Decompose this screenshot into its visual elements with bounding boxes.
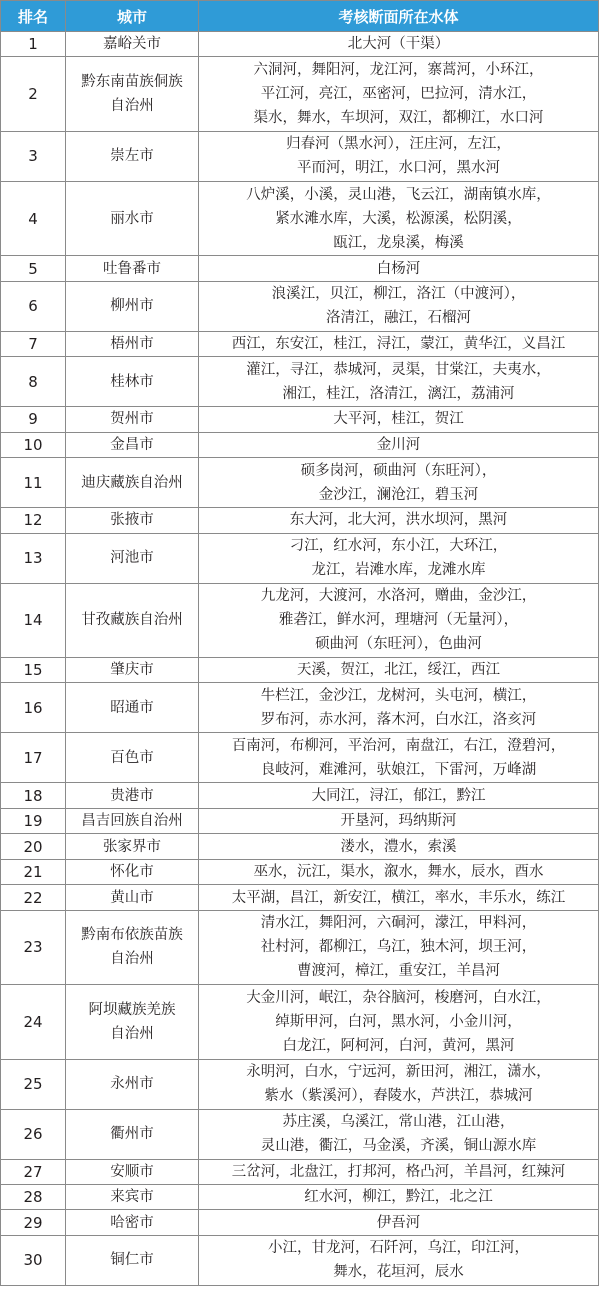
water-body-line: 三岔河，北盘江，打邦河，格凸河，羊昌河，红辣河 xyxy=(231,1163,566,1180)
water-body-cell xyxy=(199,1184,599,1209)
city-line: 河池市 xyxy=(110,550,154,567)
city-line: 黔东南苗族侗族 xyxy=(81,74,183,91)
water-body-line: 平而河，明江，水口河，黑水河 xyxy=(297,160,500,177)
rank-cell: 21 xyxy=(1,859,66,884)
water-body-line: 龙江，岩滩水库，龙滩水库 xyxy=(311,562,486,579)
table-row xyxy=(1,357,599,407)
table-row xyxy=(1,657,599,682)
table-row xyxy=(1,432,599,457)
table-row xyxy=(1,985,599,1059)
water-body-line: 大金川河，岷江，杂谷脑河，梭磨河，白水江， xyxy=(246,989,551,1006)
water-body-cell xyxy=(199,508,599,533)
water-body-line: 西江，东安江，桂江，浔江，蒙江，黄华江，义昌江 xyxy=(231,335,566,352)
water-body-line: 开垦河，玛纳斯河 xyxy=(340,813,457,830)
city-line: 衢州市 xyxy=(110,1126,154,1143)
rank-cell: 11 xyxy=(1,458,66,508)
table-header-row xyxy=(1,1,599,32)
water-body-cell xyxy=(199,808,599,833)
water-body-line: 社村河，都柳江，乌江，独木河，坝王河， xyxy=(260,939,537,956)
table-row xyxy=(1,583,599,657)
water-body-line: 良岐河，难滩河，驮娘江，下雷河，万峰湖 xyxy=(260,761,537,778)
city-cell xyxy=(66,432,199,457)
city-cell xyxy=(66,57,199,131)
city-cell xyxy=(66,910,199,984)
city-line: 百色市 xyxy=(110,749,154,766)
water-body-line: 雅砻江，鲜水河，理塘河（无量河）， xyxy=(278,612,519,629)
rank-cell: 18 xyxy=(1,783,66,808)
water-body-line: 灵山港，衢江，马金溪，齐溪，铜山源水库 xyxy=(260,1138,537,1155)
city-cell xyxy=(66,1159,199,1184)
water-body-line: 灌江，寻江，恭城河，灵渠，甘棠江，夫夷水， xyxy=(246,361,551,378)
city-line: 贵港市 xyxy=(110,787,154,804)
water-body-line: 白龙江，阿柯河，白河，黄河，黑河 xyxy=(282,1037,515,1054)
city-cell xyxy=(66,885,199,910)
city-cell xyxy=(66,533,199,583)
water-body-cell xyxy=(199,1059,599,1109)
city-line: 铜仁市 xyxy=(110,1252,154,1269)
table-row xyxy=(1,1235,599,1285)
water-body-line: 金沙江，澜沧江，碧玉河 xyxy=(318,486,479,503)
city-line: 永州市 xyxy=(110,1076,154,1093)
water-body-line: 六洞河，舞阳河，龙江河，寨蒿河，小环江， xyxy=(253,62,544,79)
city-line: 迪庆藏族自治州 xyxy=(81,474,183,491)
city-line: 昌吉回族自治州 xyxy=(81,813,183,830)
water-body-cell xyxy=(199,281,599,331)
rank-cell: 13 xyxy=(1,533,66,583)
city-line: 黄山市 xyxy=(110,889,154,906)
table-row xyxy=(1,1109,599,1159)
city-cell xyxy=(66,1210,199,1235)
table-row xyxy=(1,683,599,733)
water-body-line: 硕曲河（东旺河），色曲河 xyxy=(315,636,482,653)
water-body-cell xyxy=(199,1109,599,1159)
water-body-cell xyxy=(199,331,599,356)
water-body-line: 瓯江，龙泉溪，梅溪 xyxy=(333,234,464,251)
rank-cell: 10 xyxy=(1,432,66,457)
city-cell xyxy=(66,1059,199,1109)
water-body-line: 牛栏江，金沙江，龙树河，头屯河，横江， xyxy=(260,687,537,704)
rank-cell: 5 xyxy=(1,256,66,281)
city-line: 吐鲁番市 xyxy=(103,260,161,277)
rank-cell: 9 xyxy=(1,407,66,432)
rank-cell: 1 xyxy=(1,32,66,57)
water-body-line: 东大河，北大河，洪水坝河，黑河 xyxy=(289,512,508,529)
rank-cell: 27 xyxy=(1,1159,66,1184)
water-body-line: 紧水滩水库，大溪，松源溪，松阴溪， xyxy=(275,210,522,227)
city-line: 甘孜藏族自治州 xyxy=(81,612,183,629)
table-row xyxy=(1,910,599,984)
water-body-line: 溇水，澧水，索溪 xyxy=(340,838,457,855)
water-body-line: 小江，甘龙河，石阡河，乌江，印江河， xyxy=(268,1240,529,1257)
city-cell xyxy=(66,859,199,884)
rank-cell: 23 xyxy=(1,910,66,984)
city-cell xyxy=(66,131,199,181)
water-body-line: 湘江，桂江，洛清江，漓江，荔浦河 xyxy=(282,385,515,402)
water-body-line: 太平湖，昌江，新安江，横江，率水，丰乐水，练江 xyxy=(231,889,566,906)
city-line: 金昌市 xyxy=(110,436,154,453)
rank-cell: 24 xyxy=(1,985,66,1059)
table-row xyxy=(1,783,599,808)
water-body-cell xyxy=(199,583,599,657)
water-body-cell xyxy=(199,859,599,884)
city-cell xyxy=(66,657,199,682)
water-body-cell xyxy=(199,910,599,984)
rank-cell: 12 xyxy=(1,508,66,533)
city-cell xyxy=(66,683,199,733)
water-body-cell xyxy=(199,432,599,457)
rank-cell: 3 xyxy=(1,131,66,181)
water-body-line: 渠水，舞水，车坝河，双江，都柳江，水口河 xyxy=(253,110,544,127)
table-body xyxy=(1,32,599,1286)
city-line: 肇庆市 xyxy=(110,662,154,679)
city-cell xyxy=(66,1109,199,1159)
table-row xyxy=(1,1184,599,1209)
rank-cell: 2 xyxy=(1,57,66,131)
rank-cell: 25 xyxy=(1,1059,66,1109)
rank-cell: 30 xyxy=(1,1235,66,1285)
city-cell xyxy=(66,733,199,783)
water-body-cell xyxy=(199,885,599,910)
city-line: 丽水市 xyxy=(110,210,154,227)
city-cell xyxy=(66,407,199,432)
water-body-line: 舞水，花垣河，辰水 xyxy=(333,1264,464,1281)
city-line: 阿坝藏族羌族 xyxy=(88,1001,176,1018)
water-body-cell xyxy=(199,131,599,181)
rank-cell: 22 xyxy=(1,885,66,910)
table-row xyxy=(1,885,599,910)
rank-cell: 26 xyxy=(1,1109,66,1159)
water-body-cell xyxy=(199,657,599,682)
water-body-cell xyxy=(199,57,599,131)
water-body-cell xyxy=(199,1235,599,1285)
rank-cell: 20 xyxy=(1,834,66,859)
city-cell xyxy=(66,32,199,57)
water-body-line: 曹渡河，樟江，重安江，羊昌河 xyxy=(297,963,500,980)
table-row xyxy=(1,181,599,255)
city-line: 安顺市 xyxy=(110,1163,154,1180)
city-cell xyxy=(66,834,199,859)
city-line: 自治州 xyxy=(110,98,154,115)
header-water-body: 考核断面所在水体 xyxy=(199,1,599,32)
water-body-cell xyxy=(199,1159,599,1184)
rank-cell: 17 xyxy=(1,733,66,783)
water-body-line: 苏庄溪，乌溪江，常山港，江山港， xyxy=(282,1114,515,1131)
rank-cell: 7 xyxy=(1,331,66,356)
city-line: 自治州 xyxy=(110,1025,154,1042)
city-cell xyxy=(66,458,199,508)
header-rank: 排名 xyxy=(1,1,66,32)
table-row xyxy=(1,733,599,783)
water-body-line: 红水河，柳江，黔江，北之江 xyxy=(304,1189,493,1206)
table-row xyxy=(1,281,599,331)
water-body-cell xyxy=(199,32,599,57)
city-line: 桂林市 xyxy=(110,373,154,390)
water-body-cell xyxy=(199,256,599,281)
water-body-line: 金川河 xyxy=(376,436,421,453)
city-line: 昭通市 xyxy=(110,699,154,716)
water-body-cell xyxy=(199,458,599,508)
city-cell xyxy=(66,583,199,657)
water-body-line: 九龙河，大渡河，水洛河，赠曲，金沙江， xyxy=(260,588,537,605)
rank-cell: 15 xyxy=(1,657,66,682)
city-line: 自治州 xyxy=(110,951,154,968)
water-body-line: 大同江，浔江，郁江，黔江 xyxy=(311,787,486,804)
table-row xyxy=(1,1159,599,1184)
water-body-line: 硕多岗河，硕曲河（东旺河）， xyxy=(300,462,497,479)
water-body-cell xyxy=(199,985,599,1059)
rank-cell: 4 xyxy=(1,181,66,255)
city-line: 柳州市 xyxy=(110,298,154,315)
city-cell xyxy=(66,783,199,808)
table-row xyxy=(1,834,599,859)
table-row xyxy=(1,57,599,131)
water-body-cell xyxy=(199,533,599,583)
city-line: 张家界市 xyxy=(103,838,161,855)
water-body-cell xyxy=(199,683,599,733)
rank-cell: 6 xyxy=(1,281,66,331)
water-body-line: 八炉溪，小溪，灵山港，飞云江，湖南镇水库， xyxy=(246,186,551,203)
water-body-line: 百南河，布柳河，平治河，南盘江，右江，澄碧河， xyxy=(231,737,566,754)
city-line: 来宾市 xyxy=(110,1189,154,1206)
water-body-line: 绰斯甲河，白河，黑水河，小金川河， xyxy=(275,1013,522,1030)
table-row xyxy=(1,407,599,432)
rank-cell: 8 xyxy=(1,357,66,407)
header-city: 城市 xyxy=(66,1,199,32)
city-line: 怀化市 xyxy=(110,864,154,881)
rank-cell: 14 xyxy=(1,583,66,657)
water-body-line: 紫水（紫溪河），舂陵水，芦洪江，恭城河 xyxy=(264,1088,533,1105)
city-line: 哈密市 xyxy=(110,1214,154,1231)
city-cell xyxy=(66,256,199,281)
table-row xyxy=(1,331,599,356)
table-row xyxy=(1,859,599,884)
water-body-line: 永明河，白水，宁远河，新田河，湘江，潇水， xyxy=(246,1064,551,1081)
city-cell xyxy=(66,331,199,356)
table-row xyxy=(1,1210,599,1235)
water-body-cell xyxy=(199,1210,599,1235)
city-line: 黔南布依族苗族 xyxy=(81,927,183,944)
city-cell xyxy=(66,357,199,407)
water-body-cell xyxy=(199,834,599,859)
water-body-line: 白杨河 xyxy=(376,260,421,277)
table-row xyxy=(1,508,599,533)
table-row xyxy=(1,458,599,508)
table-row xyxy=(1,32,599,57)
water-body-cell xyxy=(199,407,599,432)
city-line: 张掖市 xyxy=(110,512,154,529)
table-row xyxy=(1,256,599,281)
water-body-line: 清水江，舞阳河，六硐河，濛江，甲料河， xyxy=(260,915,537,932)
water-body-cell xyxy=(199,181,599,255)
water-body-line: 伊吾河 xyxy=(376,1214,421,1231)
city-cell xyxy=(66,508,199,533)
city-cell xyxy=(66,1235,199,1285)
water-body-line: 归春河（黑水河），汪庄河，左江， xyxy=(286,136,511,153)
water-body-line: 平江河，亮江，巫密河，巴拉河，清水江， xyxy=(260,86,537,103)
water-body-line: 大平河，桂江，贺江 xyxy=(333,411,464,428)
city-line: 嘉峪关市 xyxy=(103,36,161,53)
rank-cell: 16 xyxy=(1,683,66,733)
water-body-cell xyxy=(199,357,599,407)
city-cell xyxy=(66,985,199,1059)
water-body-line: 洛清江，融江，石榴河 xyxy=(326,310,471,327)
water-body-line: 巫水，沅江，渠水，溆水，舞水，辰水，酉水 xyxy=(253,864,544,881)
table-row xyxy=(1,533,599,583)
table-row xyxy=(1,1059,599,1109)
city-line: 崇左市 xyxy=(110,148,154,165)
rank-cell: 28 xyxy=(1,1184,66,1209)
water-body-cell xyxy=(199,783,599,808)
city-line: 梧州市 xyxy=(110,335,154,352)
city-cell xyxy=(66,181,199,255)
water-body-cell xyxy=(199,733,599,783)
water-body-line: 罗布河，赤水河，落木河，白水江，洛亥河 xyxy=(260,711,537,728)
rank-cell: 29 xyxy=(1,1210,66,1235)
water-body-line: 刁江，红水河，东小江，大环江， xyxy=(289,538,508,555)
city-cell xyxy=(66,281,199,331)
water-body-line: 天溪，贺江，北江，绥江，西江 xyxy=(297,662,500,679)
city-cell xyxy=(66,808,199,833)
water-body-line: 北大河（干渠） xyxy=(347,36,450,53)
rank-cell: 19 xyxy=(1,808,66,833)
table-row xyxy=(1,131,599,181)
city-line: 贺州市 xyxy=(110,411,154,428)
water-body-line: 浪溪江，贝江，柳江，洛江（中渡河）， xyxy=(271,286,526,303)
city-cell xyxy=(66,1184,199,1209)
table-row xyxy=(1,808,599,833)
